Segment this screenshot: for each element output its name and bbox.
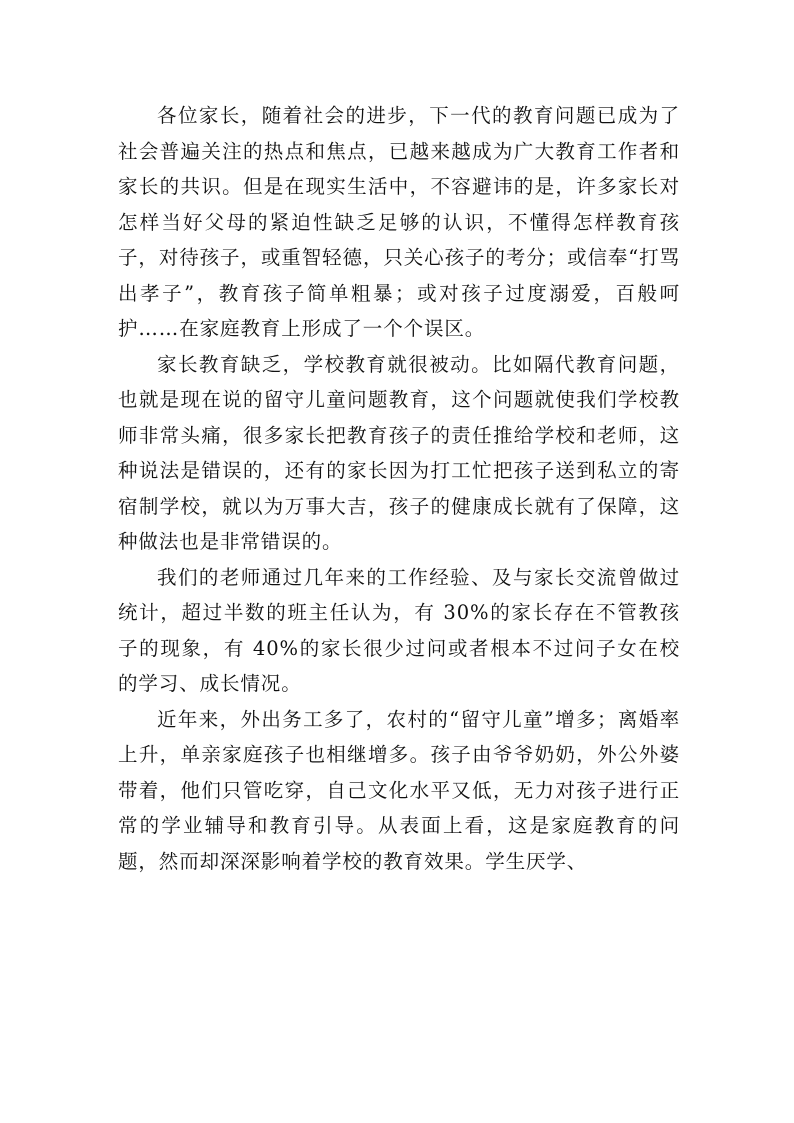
paragraph: 家长教育缺乏，学校教育就很被动。比如隔代教育问题，也就是现在说的留守儿童问题教育，这个问题就使我们学校教师非常头痛，很多家长把教育孩子的责任推给学校和老师，这种说法是错误的，还有的家长因为打工忙把孩子送到私立的寄宿制学校，就以为万事大吉，孩子的健康成长就有了保障，这种做法也是非常错误的。 [118, 352, 680, 553]
paragraph: 近年来，外出务工多了，农村的“留守儿童”增多；离婚率上升，单亲家庭孩子也相继增多。孩子由爷爷奶奶，外公外婆带着，他们只管吃穿，自己文化水平又低，无力对孩子进行正常的学业辅导和教育引导。从表面上看，这是家庭教育的问题，然而却深深影响着学校的教育效果。学生厌学、 [118, 707, 680, 873]
paragraph: 我们的老师通过几年来的工作经验、及与家长交流曾做过统计，超过半数的班主任认为，有 30%的家长存在不管教孩子的现象，有 40%的家长很少过问或者根本不过问子女在校的学习、成长情况。 [118, 565, 680, 695]
paragraph: 各位家长，随着社会的进步，下一代的教育问题已成为了社会普遍关注的热点和焦点，已越来越成为广大教育工作者和家长的共识。但是在现实生活中，不容避讳的是，许多家长对怎样当好父母的紧迫性缺乏足够的认识，不懂得怎样教育孩子，对待孩子，或重智轻德，只关心孩子的考分；或信奉“打骂出孝子”，教育孩子简单粗暴；或对孩子过度溺爱，百般呵护……在家庭教育上形成了一个个误区。 [118, 104, 680, 340]
document-body [118, 98, 680, 879]
